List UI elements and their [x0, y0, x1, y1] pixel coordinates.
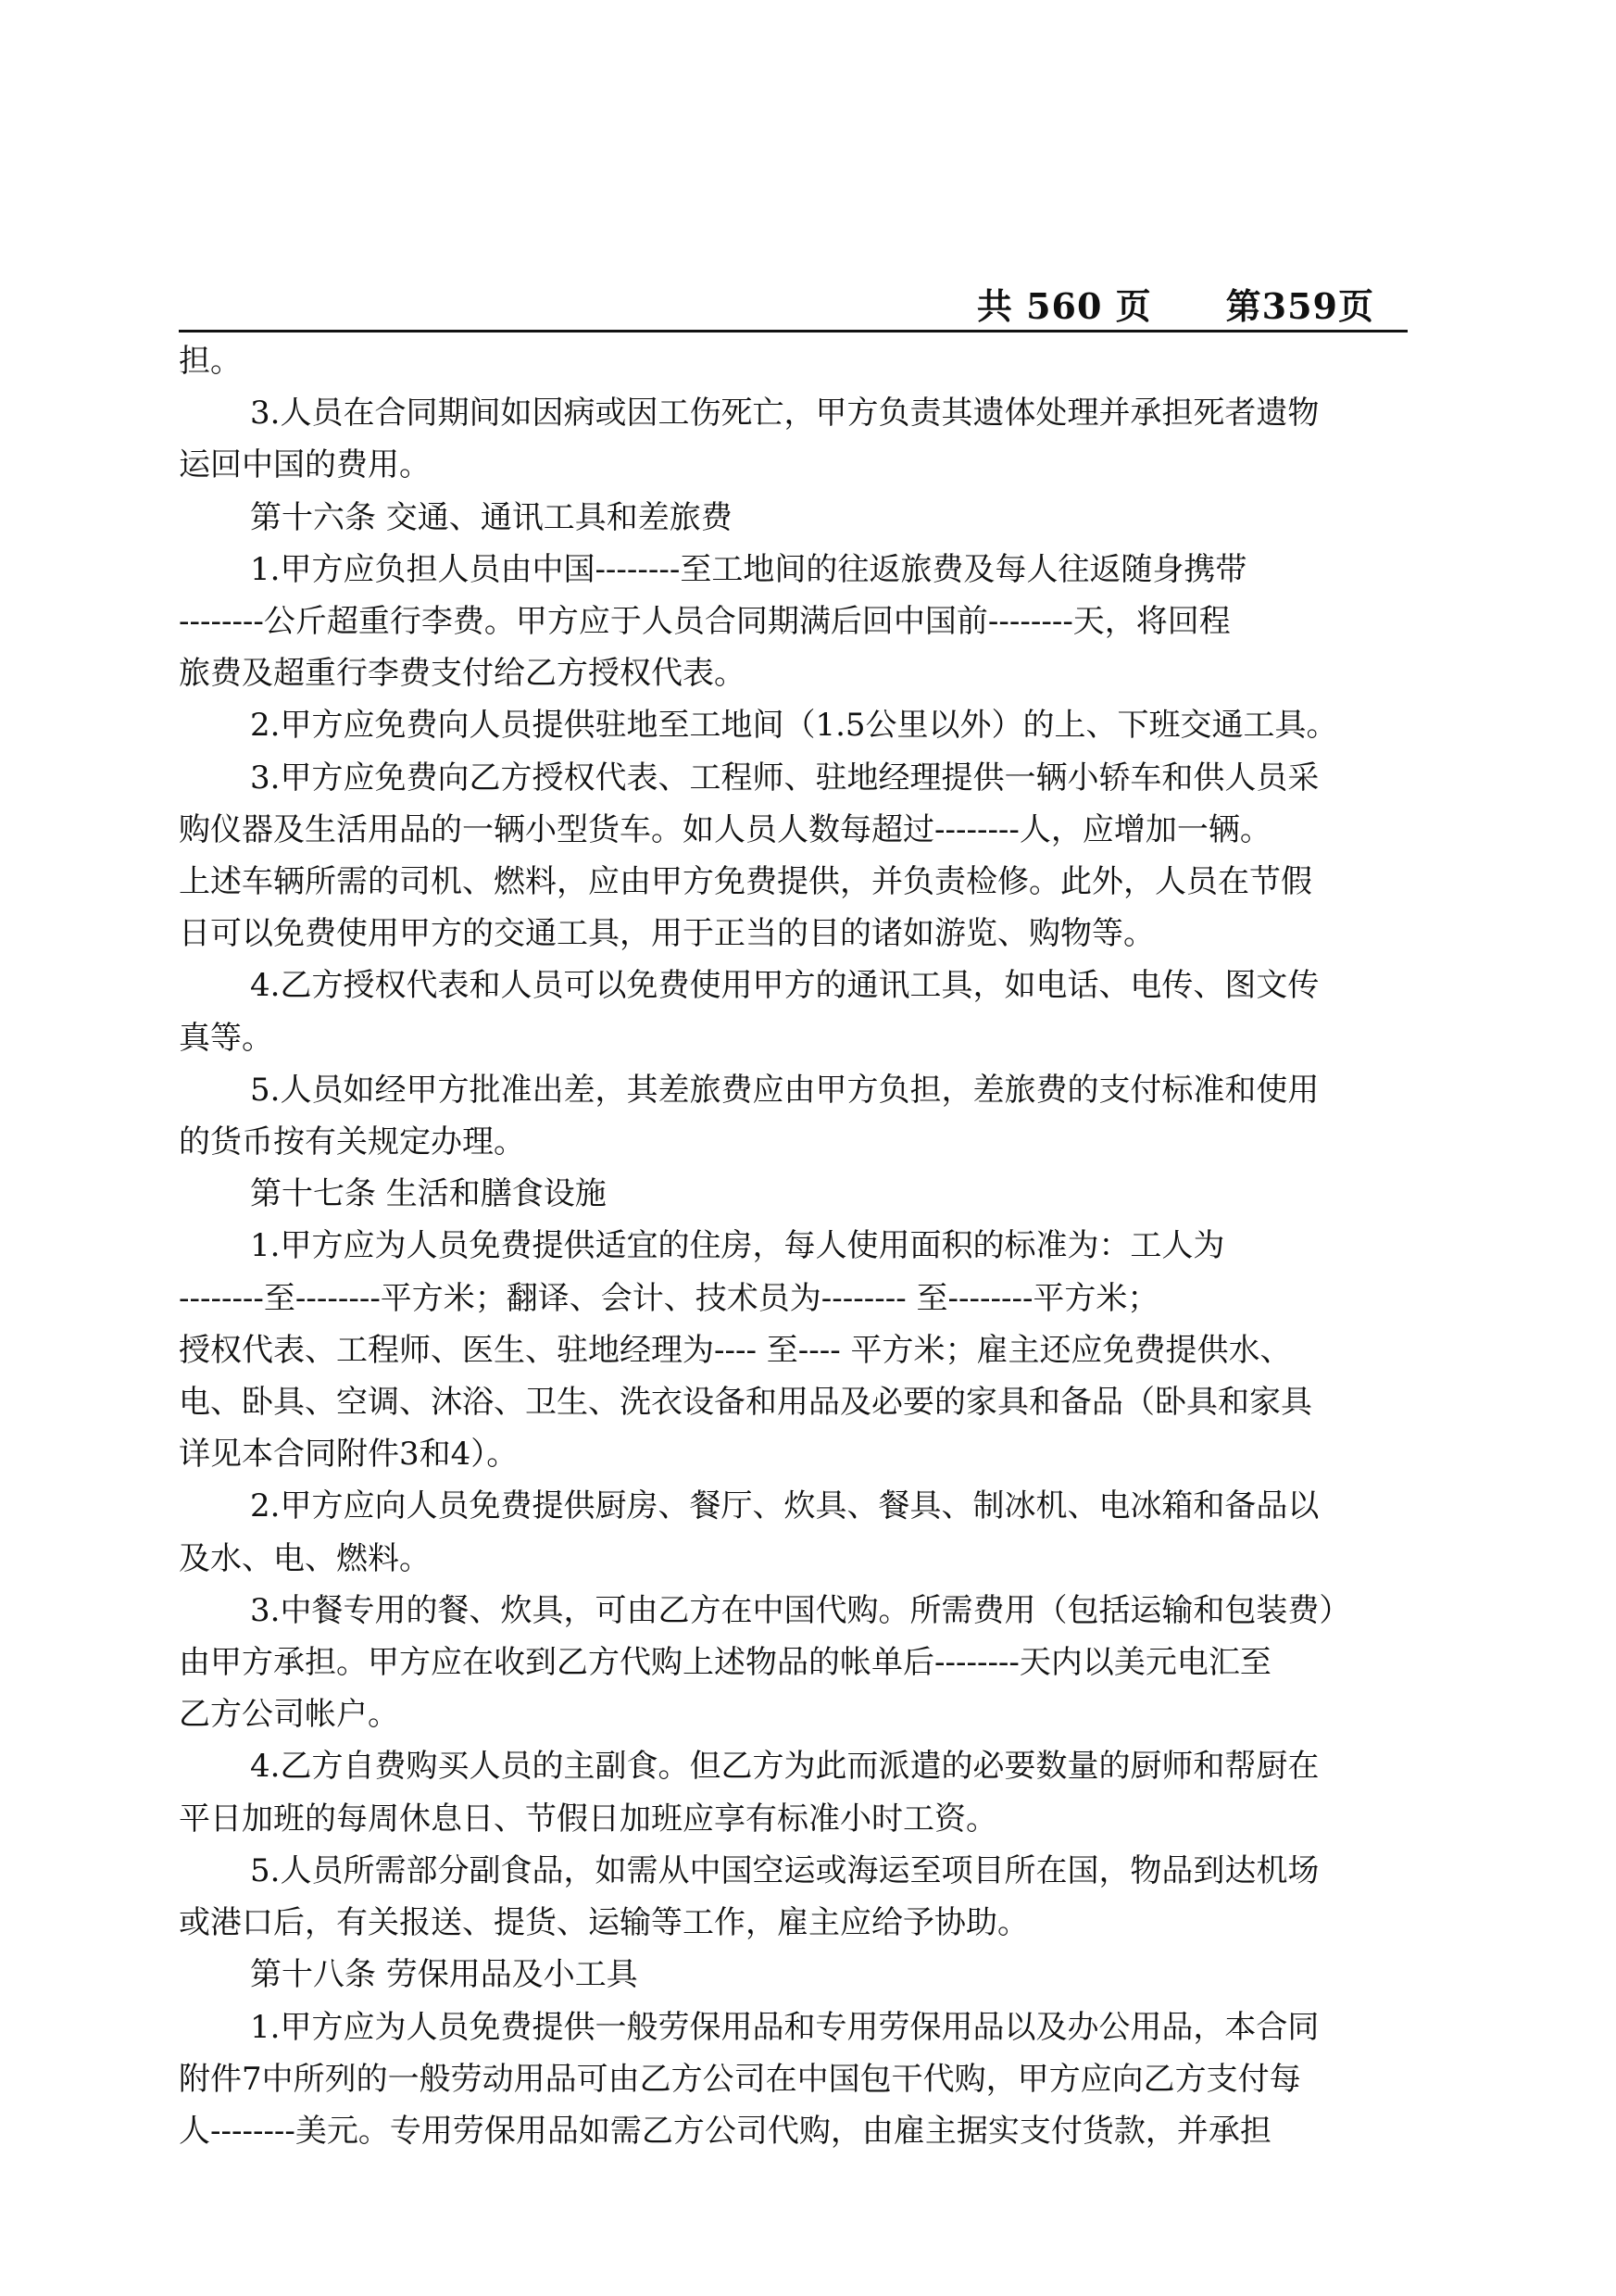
paragraph: [179, 960, 1438, 1063]
text-line: 及水、电、燃料。: [179, 1539, 431, 1577]
paragraph: [179, 1585, 1438, 1741]
text-line: 乙方公司帐户。: [179, 1696, 399, 1734]
text-line: 旅费及超重行李费支付给乙方授权代表。: [179, 655, 745, 693]
total-pages-label: 共 560 页: [976, 285, 1152, 327]
text-line: 第十八条 劳保用品及小工具: [250, 1956, 638, 1994]
section-heading: [179, 1168, 1438, 1220]
text-line: 上述车辆所需的司机、燃料，应由甲方免费提供，并负责检修。此外，人员在节假: [179, 863, 1312, 901]
text-line: 1.甲方应负担人员由中国--------至工地间的往返旅费及每人往返随身携带: [250, 550, 1247, 588]
text-line: 第十六条 交通、通讯工具和差旅费: [250, 498, 733, 536]
text-line: --------公斤超重行李费。甲方应于人员合同期满后回中国前--------天，将回程: [179, 603, 1231, 641]
text-line: 日可以免费使用甲方的交通工具，用于正当的目的诸如游览、购物等。: [179, 915, 1155, 953]
paragraph: [179, 1064, 1438, 1168]
text-line: 第十七条 生活和膳食设施: [250, 1175, 607, 1213]
current-page-label: 第359页: [1225, 285, 1374, 327]
header-rule: [179, 330, 1408, 332]
text-line: 4.乙方授权代表和人员可以免费使用甲方的通讯工具，如电话、电传、图文传: [250, 967, 1320, 1005]
text-line: 3.人员在合同期间如因病或因工伤死亡，甲方负责其遗体处理并承担死者遗物: [250, 395, 1320, 433]
text-line: 运回中国的费用。: [179, 446, 431, 484]
paragraph: [179, 699, 1438, 751]
text-line: 1.甲方应为人员免费提供一般劳保用品和专用劳保用品以及办公用品，本合同: [250, 2008, 1320, 2046]
text-line: 平日加班的每周休息日、节假日加班应享有标准小时工资。: [179, 1800, 997, 1838]
paragraph: [179, 2001, 1438, 2158]
text-line: 5.人员所需部分副食品，如需从中国空运或海运至项目所在国，物品到达机场: [250, 1851, 1320, 1889]
text-line: 3.中餐专用的餐、炊具，可由乙方在中国代购。所需费用（包括运输和包装费）: [250, 1591, 1351, 1629]
text-line: 授权代表、工程师、医生、驻地经理为---- 至---- 平方米；雇主还应免费提供水、: [179, 1331, 1292, 1369]
text-line: 1.甲方应为人员免费提供适宜的住房，每人使用面积的标准为：工人为: [250, 1227, 1225, 1265]
paragraph: [179, 544, 1438, 700]
paragraph: [179, 1845, 1438, 1949]
page-header: [179, 278, 1408, 333]
document-body: [179, 335, 1438, 2157]
text-line: 购仪器及生活用品的一辆小型货车。如人员人数每超过--------人，应增加一辆。: [179, 810, 1272, 848]
text-line: --------至--------平方米；翻译、会计、技术员为-------- 至--------平方米；: [179, 1279, 1159, 1317]
paragraph: [179, 1480, 1438, 1584]
page-info: [977, 278, 1374, 329]
paragraph: [179, 335, 1438, 387]
text-line: 担。: [179, 343, 242, 380]
section-heading: [179, 1949, 1438, 2001]
text-line: 人--------美元。专用劳保用品如需乙方公司代购，由雇主据实支付货款，并承担: [179, 2112, 1272, 2150]
text-line: 电、卧具、空调、沐浴、卫生、洗衣设备和用品及必要的家具和备品（卧具和家具: [179, 1384, 1312, 1422]
text-line: 真等。: [179, 1019, 273, 1057]
paragraph: [179, 387, 1438, 491]
text-line: 的货币按有关规定办理。: [179, 1123, 525, 1161]
text-line: 3.甲方应免费向乙方授权代表、工程师、驻地经理提供一辆小轿车和供人员采: [250, 759, 1320, 797]
text-line: 或港口后，有关报送、提货、运输等工作，雇主应给予协助。: [179, 1904, 1029, 1942]
paragraph: [179, 752, 1438, 960]
text-line: 详见本合同附件3和4）。: [179, 1436, 519, 1474]
paragraph: [179, 1740, 1438, 1844]
text-line: 2.甲方应免费向人员提供驻地至工地间（1.5公里以外）的上、下班交通工具。: [250, 707, 1338, 745]
text-line: 2.甲方应向人员免费提供厨房、餐厅、炊具、餐具、制冰机、电冰箱和备品以: [250, 1487, 1320, 1525]
paragraph: [179, 1220, 1438, 1480]
text-line: 5.人员如经甲方批准出差，其差旅费应由甲方负担，差旅费的支付标准和使用: [250, 1071, 1320, 1109]
text-line: 4.乙方自费购买人员的主副食。但乙方为此而派遣的必要数量的厨师和帮厨在: [250, 1748, 1320, 1786]
section-heading: [179, 492, 1438, 544]
text-line: 由甲方承担。甲方应在收到乙方代购上述物品的帐单后--------天内以美元电汇至: [179, 1644, 1272, 1682]
text-line: 附件7中所列的一般劳动用品可由乙方公司在中国包干代购，甲方应向乙方支付每: [179, 2060, 1301, 2098]
